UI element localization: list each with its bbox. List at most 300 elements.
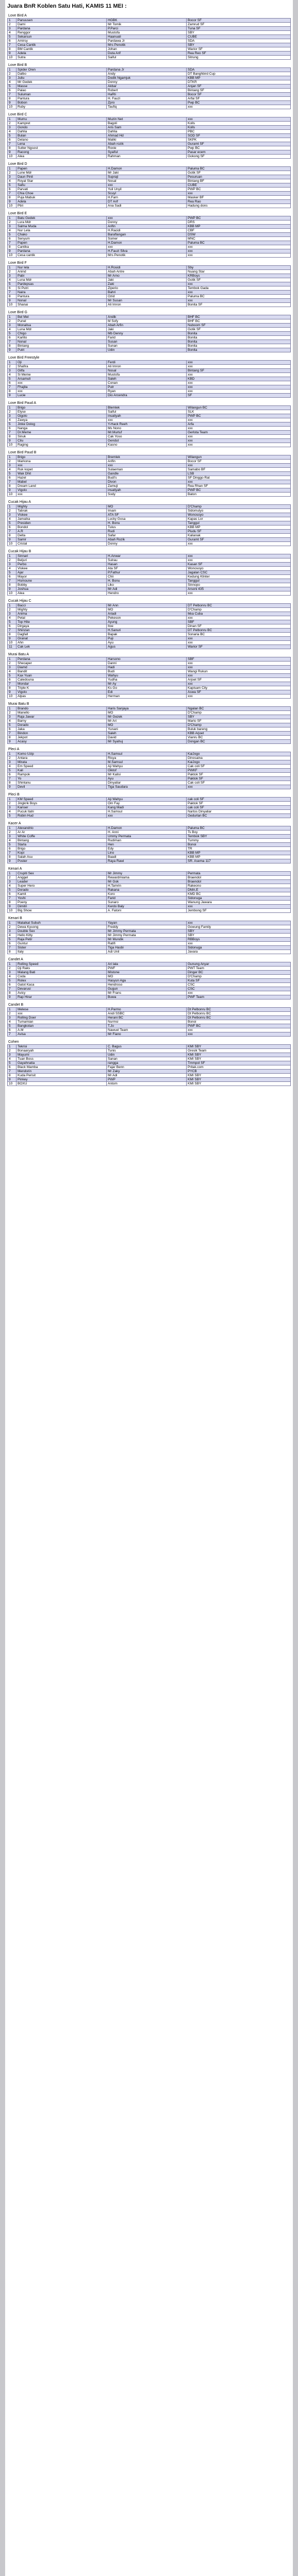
owner-cell: Fajar Benn xyxy=(107,1065,187,1070)
bird-name-cell: Putri xyxy=(16,348,107,352)
table-row xyxy=(8,249,291,253)
rank-cell: 8 xyxy=(8,901,16,905)
table-row xyxy=(8,221,291,225)
club-cell: Tummy xyxy=(187,839,291,843)
table-row xyxy=(8,826,291,831)
table-row xyxy=(8,155,291,159)
table-row xyxy=(8,929,291,934)
table-row xyxy=(8,579,291,583)
table-row xyxy=(8,435,291,439)
bird-name-cell: Samir xyxy=(16,538,107,542)
table-row xyxy=(8,814,291,818)
bird-name-cell: Gatot Kaca xyxy=(16,983,107,987)
bird-name-cell: Starla xyxy=(16,843,107,847)
table-row xyxy=(8,591,291,596)
table-row xyxy=(8,1074,291,1078)
class-title: Murai Batu B xyxy=(8,702,29,706)
class-section xyxy=(7,549,291,596)
owner-cell: Ali Imron xyxy=(107,365,187,369)
rank-cell: 9 xyxy=(8,587,16,591)
owner-cell: Rudiman xyxy=(107,839,187,843)
club-cell: xxx xyxy=(187,682,291,686)
owner-cell: Oiktof xyxy=(107,769,187,773)
table-row xyxy=(8,534,291,538)
club-cell: xxx xyxy=(187,480,291,484)
table-row xyxy=(8,950,291,954)
club-cell: Arjoet SF xyxy=(187,678,291,682)
bird-name-cell: Arsamuli xyxy=(16,377,107,381)
bird-name-cell: Big Show xyxy=(16,909,107,913)
class-title: Candet B xyxy=(8,1003,24,1007)
rank-cell: 3 xyxy=(8,760,16,765)
bird-name-cell: Cantika xyxy=(16,245,107,249)
bird-name-cell: Spider Oren xyxy=(16,68,107,72)
owner-cell: Puji xyxy=(107,637,187,641)
table-row xyxy=(8,39,291,43)
owner-cell: Yunani xyxy=(107,727,187,732)
rank-cell: 7 xyxy=(8,431,16,435)
owner-cell: Mr.Murtuf xyxy=(107,431,187,435)
owner-cell: xxx xyxy=(107,418,187,422)
owner-cell: P.Parci xyxy=(107,27,187,31)
rank-cell: 4 xyxy=(8,839,16,843)
rank-cell: 9 xyxy=(8,905,16,909)
class-title: Love Bird B xyxy=(8,63,27,67)
table-row xyxy=(8,641,291,645)
club-cell: Dt Pelbonru BC xyxy=(187,1012,291,1016)
table-row xyxy=(8,282,291,286)
table-row xyxy=(8,365,291,369)
owner-cell: Baadi xyxy=(107,855,187,859)
rank-cell: 2 xyxy=(8,662,16,666)
bird-name-cell: Ajar xyxy=(16,571,107,575)
rank-cell: 2 xyxy=(8,509,16,513)
table-row xyxy=(8,888,291,892)
bird-name-cell: Dream Land xyxy=(16,484,107,488)
rank-cell: 10 xyxy=(8,253,16,258)
club-cell: KBB MP xyxy=(187,855,291,859)
bird-name-cell: Shanai xyxy=(16,303,107,307)
rank-cell: 10 xyxy=(8,542,16,546)
owner-cell: Ferdi xyxy=(107,361,187,365)
bird-name-cell: Mighty xyxy=(16,505,107,509)
rank-cell: 2 xyxy=(8,270,16,274)
rank-cell: 6 xyxy=(8,624,16,629)
rank-cell: 7 xyxy=(8,579,16,583)
owner-cell: Bremlek xyxy=(107,455,187,460)
rank-cell: 4 xyxy=(8,179,16,183)
bird-name-cell: Rolex xyxy=(16,979,107,983)
bird-name-cell: xxx xyxy=(16,381,107,385)
table-row xyxy=(8,460,291,464)
bird-name-cell: Hazel xyxy=(16,476,107,480)
owner-cell: Ks Go xyxy=(107,686,187,690)
club-cell: xxx xyxy=(187,464,291,468)
bird-name-cell: Poster xyxy=(16,859,107,863)
rank-cell: 8 xyxy=(8,389,16,394)
rank-cell: 5 xyxy=(8,422,16,427)
club-cell: Tembok Gada xyxy=(187,286,291,291)
rank-cell: 9 xyxy=(8,740,16,744)
bird-name-cell: Perdana xyxy=(16,657,107,662)
bird-name-cell: Hello Kitty xyxy=(16,934,107,938)
rank-cell: 5 xyxy=(8,332,16,336)
rank-cell: 2 xyxy=(8,221,16,225)
club-cell: Sidomulyo xyxy=(187,509,291,513)
rank-cell: 3 xyxy=(8,835,16,839)
rank-cell: 3 xyxy=(8,27,16,31)
table-row xyxy=(8,455,291,460)
owner-cell: Sanan xyxy=(107,1057,187,1061)
club-cell: SLK xyxy=(187,410,291,414)
rank-cell: 8 xyxy=(8,47,16,52)
owner-cell: H.Farn xyxy=(107,196,187,200)
club-cell: xxx xyxy=(187,365,291,369)
table-row xyxy=(8,76,291,80)
table-row xyxy=(8,558,291,563)
table-row xyxy=(8,245,291,249)
bird-name-cell: Hsmoune xyxy=(16,579,107,583)
rank-cell: 8 xyxy=(8,146,16,150)
bird-name-cell: Vigolo xyxy=(16,488,107,493)
table-row xyxy=(8,707,291,711)
owner-cell: Ozid xyxy=(107,295,187,299)
table-row xyxy=(8,27,291,31)
owner-cell: Dio Arcendra xyxy=(107,394,187,398)
bird-name-cell: Salah Asu xyxy=(16,855,107,859)
table-row xyxy=(8,571,291,575)
club-cell: Paluma BC xyxy=(187,826,291,831)
bird-name-cell: Ar Ar xyxy=(16,831,107,835)
owner-cell: Liko xyxy=(107,583,187,587)
rank-cell: 2 xyxy=(8,171,16,175)
club-cell: KBB MP xyxy=(187,76,291,80)
club-cell: xxx xyxy=(187,373,291,377)
rank-cell: 2 xyxy=(8,756,16,760)
rank-cell: 2 xyxy=(8,122,16,126)
rank-cell: 1 xyxy=(8,962,16,967)
class-title: Love Bird Freestyle xyxy=(8,356,40,360)
club-cell: xxx xyxy=(187,361,291,365)
table-row xyxy=(8,781,291,785)
bird-name-cell: Mendorin xyxy=(16,1070,107,1074)
club-cell: Kapisam City xyxy=(187,686,291,690)
rank-cell: 8 xyxy=(8,855,16,859)
rank-cell: 8 xyxy=(8,781,16,785)
table-row xyxy=(8,851,291,855)
rank-cell: 1 xyxy=(8,872,16,876)
rank-cell: 5 xyxy=(8,233,16,237)
table-row xyxy=(8,332,291,336)
club-cell: Bonita xyxy=(187,336,291,340)
owner-cell: xxx xyxy=(107,814,187,818)
club-cell: Sby xyxy=(187,266,291,270)
club-cell: Gowung Family xyxy=(187,925,291,929)
club-cell: D'Champ xyxy=(187,723,291,727)
rank-cell: 7 xyxy=(8,682,16,686)
rank-cell: 2 xyxy=(8,802,16,806)
club-cell: Bonita xyxy=(187,344,291,348)
results-table xyxy=(7,752,291,789)
club-cell: xxx xyxy=(187,558,291,563)
bird-name-cell: Salma Muda xyxy=(16,225,107,229)
bird-name-cell: Gondo xyxy=(16,126,107,130)
rank-cell: 6 xyxy=(8,476,16,480)
rank-cell: 2 xyxy=(8,319,16,324)
rank-cell: 5 xyxy=(8,620,16,624)
table-row xyxy=(8,117,291,122)
class-title: Cohen xyxy=(8,1040,19,1044)
bird-name-cell: Pinkey xyxy=(16,1078,107,1082)
owner-cell: Kasno xyxy=(107,443,187,447)
club-cell: xxx xyxy=(187,439,291,443)
club-cell: Marto SF xyxy=(187,719,291,723)
club-cell: KMI SBY xyxy=(187,1074,291,1078)
bird-name-cell: Adela xyxy=(16,52,107,56)
bird-name-cell: Sister xyxy=(16,946,107,950)
owner-cell: Mustofa xyxy=(107,31,187,35)
rank-cell: 10 xyxy=(8,105,16,109)
bird-name-cell: Royal Star xyxy=(16,179,107,183)
bird-name-cell: Shintanu xyxy=(16,781,107,785)
club-cell: Tanggul xyxy=(187,521,291,526)
club-cell: SBF xyxy=(187,657,291,662)
club-cell: Warior SF xyxy=(187,47,291,52)
owner-cell: Budi's xyxy=(107,476,187,480)
owner-cell: Adi Unil xyxy=(107,950,187,954)
table-row xyxy=(8,303,291,307)
club-cell: KBB MP xyxy=(187,225,291,229)
rank-cell: 3 xyxy=(8,612,16,616)
class-section xyxy=(7,63,291,109)
bird-name-cell: Dahlia xyxy=(16,130,107,134)
club-cell: Dt Pelbonru BC xyxy=(187,1016,291,1020)
owner-cell: David xyxy=(107,736,187,740)
club-cell: KMI SBY xyxy=(187,1045,291,1049)
club-cell: cak coli SF xyxy=(187,798,291,802)
table-row xyxy=(8,150,291,155)
owner-cell: Andy xyxy=(107,72,187,76)
club-cell: xxx xyxy=(187,381,291,385)
rank-cell: 4 xyxy=(8,468,16,472)
bird-name-cell: Malaikat Subuh xyxy=(16,921,107,925)
owner-cell: Freddy xyxy=(107,925,187,929)
table-row xyxy=(8,1065,291,1070)
bird-name-cell: Nur Lela xyxy=(16,229,107,233)
rank-cell: 10 xyxy=(8,694,16,699)
bird-name-cell: BOXU xyxy=(16,1082,107,1086)
club-cell: Vianru BC xyxy=(187,736,291,740)
owner-cell: Jaki xyxy=(107,328,187,332)
bird-name-cell: Juliu xyxy=(16,76,107,80)
club-cell: KMI SBY xyxy=(187,1082,291,1086)
results-table xyxy=(7,405,291,447)
bird-name-cell: Tuan Boss xyxy=(16,1057,107,1061)
rank-cell: 3 xyxy=(8,563,16,567)
owner-cell: Mr Arno xyxy=(107,274,187,278)
owner-cell: Ziperio xyxy=(107,286,187,291)
owner-cell: MO xyxy=(107,608,187,612)
bird-name-cell: Tumamian xyxy=(16,1020,107,1024)
table-row xyxy=(8,480,291,484)
class-title: Cucak Hijau B xyxy=(8,550,31,553)
table-row xyxy=(8,31,291,35)
table-row xyxy=(8,319,291,324)
owner-cell: H.Sanuri xyxy=(107,629,187,633)
class-title: Kenari B xyxy=(8,917,22,920)
club-cell: D'Champ xyxy=(187,711,291,715)
owner-cell: Tiga Hasbi xyxy=(107,946,187,950)
table-row xyxy=(8,909,291,913)
table-row xyxy=(8,740,291,744)
owner-cell: Udin xyxy=(107,1053,187,1057)
rank-cell: 3 xyxy=(8,175,16,179)
rank-cell: 3 xyxy=(8,324,16,328)
table-row xyxy=(8,798,291,802)
owner-cell: Ana Sadi xyxy=(107,204,187,208)
table-row xyxy=(8,987,291,991)
rank-cell: 2 xyxy=(8,1012,16,1016)
rank-cell: 7 xyxy=(8,93,16,97)
owner-cell: Mr Jimmy Permata xyxy=(107,934,187,938)
rank-cell: 8 xyxy=(8,534,16,538)
owner-cell: ATA SF xyxy=(107,513,187,517)
table-row xyxy=(8,769,291,773)
club-cell: Aswa SF xyxy=(187,690,291,694)
table-row xyxy=(8,122,291,126)
rank-cell: 9 xyxy=(8,488,16,493)
table-row xyxy=(8,624,291,629)
club-cell: Dinan SF xyxy=(187,624,291,629)
bird-name-cell: Raging xyxy=(16,443,107,447)
owner-cell: Kang Madi xyxy=(107,806,187,810)
rank-cell: 4 xyxy=(8,765,16,769)
owner-cell: Hasan xyxy=(107,563,187,567)
rank-cell: 6 xyxy=(8,381,16,385)
owner-cell: H.Samsul xyxy=(107,752,187,756)
bird-name-cell: Alexandrio xyxy=(16,826,107,831)
owner-cell: Raya Rawi xyxy=(107,859,187,863)
table-row xyxy=(8,340,291,344)
rank-cell: 1 xyxy=(8,406,16,410)
results-table xyxy=(7,18,291,60)
bird-name-cell: Dimitri xyxy=(16,905,107,909)
owner-cell: Lino xyxy=(107,851,187,855)
club-cell: Kasan SF xyxy=(187,563,291,567)
rank-cell: 8 xyxy=(8,950,16,954)
bird-name-cell: Markona xyxy=(16,460,107,464)
owner-cell: Mr Frans xyxy=(107,991,187,995)
bird-name-cell: Viskee xyxy=(16,567,107,571)
club-cell: xxx xyxy=(187,105,291,109)
owner-cell: Arifin xyxy=(107,225,187,229)
club-cell: Jagalan CSC xyxy=(187,571,291,575)
owner-cell: Mr Ann xyxy=(107,604,187,608)
class-section xyxy=(7,450,291,497)
owner-cell: Zaki xyxy=(107,282,187,286)
bird-name-cell: Mighty xyxy=(16,608,107,612)
table-row xyxy=(8,690,291,694)
table-row xyxy=(8,1028,291,1032)
bird-name-cell: Robin Hud xyxy=(16,814,107,818)
class-section xyxy=(7,821,291,863)
rank-cell: 6 xyxy=(8,39,16,43)
table-row xyxy=(8,637,291,641)
club-cell: Dinosaina xyxy=(187,756,291,760)
bird-name-cell: Triple K xyxy=(16,686,107,690)
table-row xyxy=(8,674,291,678)
table-row xyxy=(8,134,291,138)
bird-name-cell: Komo Uzip xyxy=(16,752,107,756)
owner-cell: Abah Rozik xyxy=(107,538,187,542)
bird-name-cell: Beljuri xyxy=(16,558,107,563)
club-cell: CSC xyxy=(187,983,291,987)
owner-cell: Koro xyxy=(107,892,187,896)
rank-cell: 9 xyxy=(8,637,16,641)
table-row xyxy=(8,253,291,258)
bird-name-cell: Lucie xyxy=(16,394,107,398)
owner-cell: T.Jo xyxy=(107,1024,187,1028)
rank-cell: 11 xyxy=(8,645,16,649)
bird-name-cell: Zawya xyxy=(16,418,107,422)
class-title: Cucak Hijau A xyxy=(8,500,31,504)
class-section xyxy=(7,310,291,352)
bird-name-cell: Kopi xyxy=(16,851,107,855)
rank-cell: 6 xyxy=(8,892,16,896)
club-cell: Cak coli SF xyxy=(187,781,291,785)
table-row xyxy=(8,394,291,398)
rank-cell: 6 xyxy=(8,575,16,579)
bird-name-cell: Tabrak xyxy=(16,509,107,513)
owner-cell: Arifin xyxy=(107,460,187,464)
owner-cell: Nawuel Team xyxy=(107,1028,187,1032)
table-row xyxy=(8,56,291,60)
table-row xyxy=(8,138,291,142)
bird-name-cell: Cilu xyxy=(16,439,107,443)
owner-cell: Somer xyxy=(107,237,187,241)
bird-name-cell: Avisa xyxy=(16,1032,107,1037)
bird-name-cell: Black Mamba xyxy=(16,1065,107,1070)
club-cell: DT Banghbird Cup xyxy=(187,72,291,76)
owner-cell: Dodik Ngamjuk xyxy=(107,76,187,80)
bird-name-cell: Dami xyxy=(16,23,107,27)
owner-cell: H.Anwar xyxy=(107,554,187,558)
club-cell: Paktok SF xyxy=(187,773,291,777)
owner-cell: MO xyxy=(107,975,187,979)
table-row xyxy=(8,229,291,233)
bird-name-cell: Kuda Perisit xyxy=(16,1074,107,1078)
rank-cell: 5 xyxy=(8,1024,16,1028)
table-row xyxy=(8,204,291,208)
club-cell: Bintang SF xyxy=(187,369,291,373)
rank-cell: 7 xyxy=(8,946,16,950)
owner-cell: Agus xyxy=(107,645,187,649)
table-row xyxy=(8,196,291,200)
owner-cell: Dahlia xyxy=(107,130,187,134)
bird-name-cell: Lena xyxy=(16,142,107,146)
owner-cell: Conan xyxy=(107,381,187,385)
owner-cell: Mustofa xyxy=(107,373,187,377)
rank-cell: 10 xyxy=(8,155,16,159)
rank-cell: 1 xyxy=(8,117,16,122)
rank-cell: 4 xyxy=(8,975,16,979)
bird-name-cell: Anggel xyxy=(16,876,107,880)
bird-name-cell: Kax Yuan xyxy=(16,674,107,678)
club-cell: PBC xyxy=(187,130,291,134)
bird-name-cell: Bintang xyxy=(16,839,107,843)
owner-cell: Safar xyxy=(107,534,187,538)
table-row xyxy=(8,645,291,649)
